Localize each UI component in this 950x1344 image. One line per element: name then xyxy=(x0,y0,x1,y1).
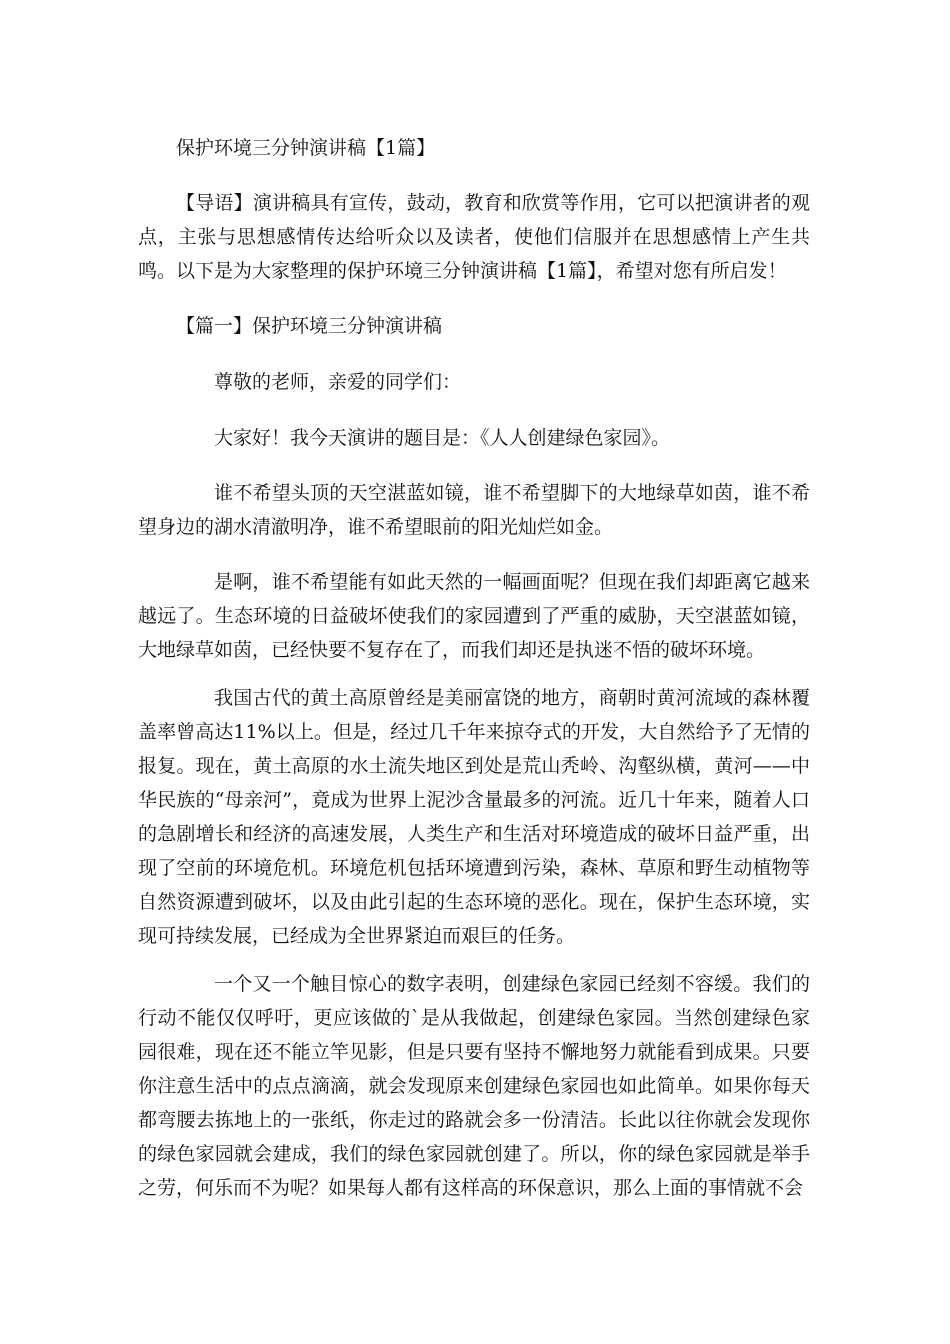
body-paragraph: 谁不希望头顶的天空湛蓝如镜，谁不希望脚下的大地绿草如茵，谁不希望身边的湖水清澈明净，谁不希望眼前的阳光灿烂如金。 xyxy=(138,482,810,538)
opening-line: 大家好！我今天演讲的题目是：《人人创建绿色家园》。 xyxy=(214,427,671,449)
section-heading: 【篇一】保护环境三分钟演讲稿 xyxy=(176,315,443,337)
body-paragraph: 我国古代的黄土高原曾经是美丽富饶的地方，商朝时黄河流域的森林覆盖率曾高达11%以上。但是，经过几千年来掠夺式的开发，大自然给予了无情的报复。现在，黄土高原的水土流失地区到处是荒山秃岭、沟壑纵横，黄河——中华民族的“母亲河”，竟成为世界上泥沙含量最多的河流。近几十年来，随着人口的急剧增长和经济的高速发展，人类生产和生活对环境造成的破坏日益严重，出现了空前的环境危机。环境危机包括环境遭到污染，森林、草原和野生动植物等自然资源遭到破坏，以及由此引起的生态环境的恶化。现在，保护生态环境，实现可持续发展，已经成为全世界紧迫而艰巨的任务。 xyxy=(138,687,810,947)
body-paragraph: 一个又一个触目惊心的数字表明，创建绿色家园已经刻不容缓。我们的行动不能仅仅呼吁，更应该做的`是从我做起，创建绿色家园。当然创建绿色家园很难，现在还不能立竿见影，但是只要有坚持不懈地努力就能看到成果。只要你注意生活中的点点滴滴，就会发现原来创建绿色家园也如此简单。如果你每天都弯腰去拣地上的一张纸，你走过的路就会多一份清洁。长此以往你就会发现你的绿色家园就会建成，我们的绿色家园就创建了。所以，你的绿色家园就是举手之劳，何乐而不为呢？如果每人都有这样高的环保意识，那么上面的事情就不会 xyxy=(138,973,810,1199)
greeting-line: 尊敬的老师，亲爱的同学们： xyxy=(214,371,462,393)
body-paragraph: 是啊，谁不希望能有如此天然的一幅画面呢？但现在我们却距离它越来越远了。生态环境的日益破坏使我们的家园遭到了严重的威胁，天空湛蓝如镜，大地绿草如茵，已经快要不复存在了，而我们却还是执迷不悟的破坏环境。 xyxy=(138,571,810,661)
intro-paragraph: 【导语】演讲稿具有宣传，鼓动，教育和欣赏等作用，它可以把演讲者的观点，主张与思想感情传达给听众以及读者，使他们信服并在思想感情上产生共鸣。以下是为大家整理的保护环境三分钟演讲稿【1篇】，希望对您有所启发！ xyxy=(138,192,810,282)
document-title: 保护环境三分钟演讲稿【1篇】 xyxy=(176,137,436,159)
